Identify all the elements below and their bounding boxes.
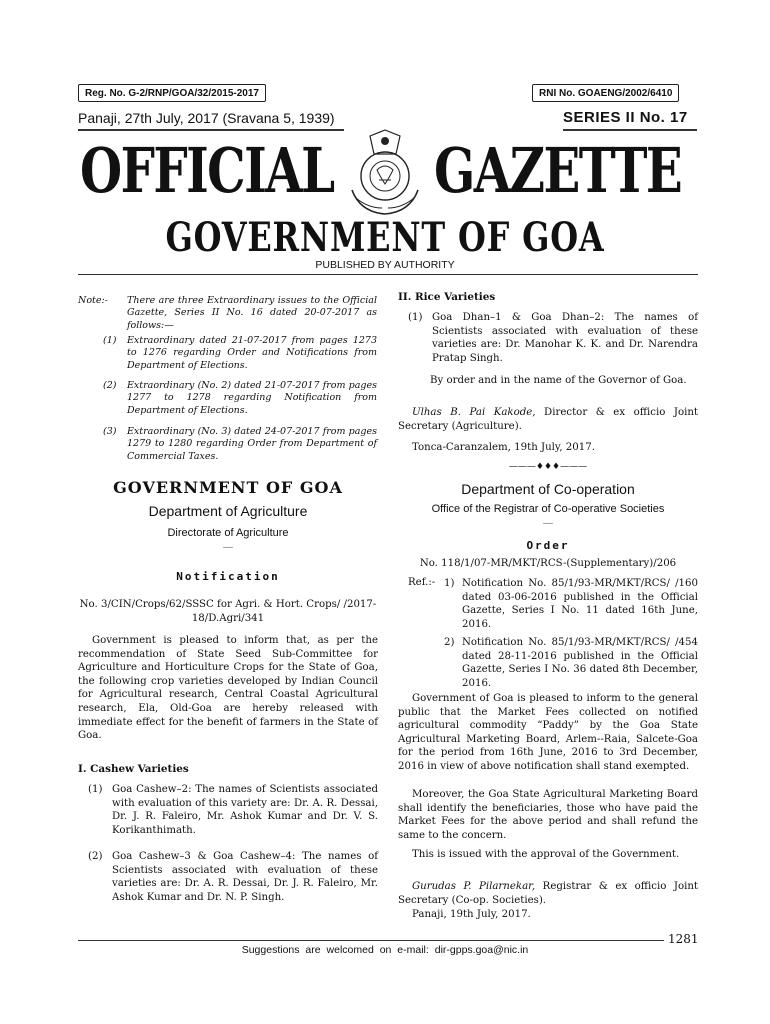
notification-heading: Notification: [176, 570, 280, 583]
rice-item: [408, 311, 698, 365]
signatory-agriculture: [398, 406, 698, 433]
cashew-item: [88, 783, 378, 837]
place-date-cooperation: Panaji, 19th July, 2017.: [412, 909, 531, 920]
series-number: SERIES II No. 17: [563, 109, 688, 126]
registration-number: Reg. No. G-2/RNP/GOA/32/2015-2017: [78, 84, 266, 102]
cashew-item: [88, 850, 378, 904]
footer-rule: [78, 940, 664, 941]
order-paragraph-exemption: Government of Goa is pleased to inform to the general public that the Market Fees collected on notified agricultural commodity “Paddy” by the Goa State Agricultural Marketing Board, Arlem--Raia, Salcete-Goa for the period from 16th June, 2016 to 3rd December, 2016 in view of above notification shall stand exempted.: [398, 693, 698, 772]
signatory-cooperation-name: Gurudas P. Pilarnekar,: [412, 881, 536, 892]
cashew-item-text: Goa Cashew–3 & Goa Cashew–4: The names of Scientists associated with evaluation of these varieties are: Dr. A. R. Dessai, Dr. J. R. Faleiro, Mr. Ashok Kumar and Dr. N. P. Singh.: [112, 851, 378, 903]
note-item-number: (1): [103, 335, 117, 346]
reference-item-number: 1): [444, 578, 455, 589]
signatory-agriculture-title: Director & ex officio Joint Secretary (Agriculture).: [398, 407, 698, 432]
order-number: No. 118/1/07-MR/MKT/RCS-(Supplementary)/206: [419, 558, 677, 569]
order-paragraph-refund: Moreover, the Goa State Agricultural Marketing Board shall identify the beneficiaries, those who have paid the Market Fees for the above period and shall refund the same to the concern.: [398, 789, 698, 841]
masthead-title-left: OFFICIAL: [80, 134, 334, 207]
rni-number: RNI No. GOAENG/2002/6410: [532, 84, 679, 102]
reference-item: [444, 577, 698, 631]
rice-section-heading: II. Rice Varieties: [398, 291, 496, 303]
notification-body: Government is pleased to inform that, as per the recommendation of State Seed Sub-Committee for Agriculture and Horticulture Crops for the State of Goa, the following crop varieties developed by Indian Council for Agricultural research, Central Coastal Agricultural research, Ela, Old-Goa are hereby released with immediate effect for the benefit of farmers in the State of Goa.: [78, 635, 378, 742]
masthead-rule: [78, 274, 698, 275]
signatory-agriculture-name: Ulhas B. Pai Kakode,: [412, 407, 536, 418]
suggestions-email-line: Suggestions are welcomed on e-mail: dir-gpps.goa@nic.in: [241, 944, 529, 956]
note-item: [103, 335, 377, 372]
published-by-authority: PUBLISHED BY AUTHORITY: [315, 259, 455, 271]
government-heading: GOVERNMENT OF GOA: [113, 478, 343, 497]
note-intro: There are three Extraordinary issues to the Official Gazette, Series II No. 16 dated 20-07-2017 as follows:—: [127, 295, 377, 331]
note-label: Note:-: [78, 295, 108, 306]
cooperation-department-name: Department of Co-operation: [461, 481, 635, 497]
note-item-text: Extraordinary (No. 3) dated 24-07-2017 from pages 1279 to 1280 regarding Order from Department of Commercial Taxes.: [127, 426, 377, 462]
cashew-item-text: Goa Cashew–2: The names of Scientists associated with evaluation of this variety are: Dr. A. R. Dessai, Dr. J. R. Faleiro, Mr. Ashok Kumar and Dr. V. S. Korikanthimath.: [112, 784, 378, 836]
place-date-agriculture: Tonca-Caranzalem, 19th July, 2017.: [412, 442, 595, 453]
cashew-item-number: (1): [88, 784, 103, 795]
registrar-office-name: Office of the Registrar of Co-operative Societies: [431, 503, 665, 515]
reference-item-text: Notification No. 85/1/93-MR/MKT/RCS/ /454 dated 28-11-2016 published in the Official Gazette, Series I No. 36 dated 8th December, 2016.: [462, 637, 698, 689]
note-item-text: Extraordinary dated 21-07-2017 from pages 1273 to 1276 regarding Order and Notifications from Department of Elections.: [127, 335, 377, 371]
by-order-line: By order and in the name of the Governor of Goa.: [430, 375, 687, 386]
masthead-title-right: GAZETTE: [434, 134, 682, 207]
signatory-cooperation-title: Registrar & ex officio Joint Secretary (Co-op. Societies).: [398, 881, 698, 906]
section-dash: —: [543, 518, 553, 529]
reference-item-text: Notification No. 85/1/93-MR/MKT/RCS/ /160 dated 03-06-2016 published in the Official Gazette, Series I No. 11 dated 16th June, 2016.: [462, 578, 698, 630]
series-underline: [563, 129, 697, 131]
note-item-text: Extraordinary (No. 2) dated 21-07-2017 from pages 1277 to 1278 regarding Notification from Department of Elections.: [127, 380, 377, 416]
cashew-item-number: (2): [88, 851, 103, 862]
rice-item-text: Goa Dhan–1 & Goa Dhan–2: The names of Scientists associated with evaluation of these varieties are: Dr. Manohar K. K. and Dr. Narendra Pratap Singh.: [432, 312, 698, 364]
notification-number: No. 3/CIN/Crops/62/SSSC for Agri. & Hort. Crops/ /2017-18/D.Agri/341: [79, 599, 377, 624]
order-heading: Order: [526, 539, 570, 552]
note-item-number: (2): [103, 380, 117, 391]
cashew-section-heading: I. Cashew Varieties: [78, 763, 189, 775]
state-emblem-seal: [340, 128, 430, 218]
order-paragraph-approval: This is issued with the approval of the Government.: [412, 849, 680, 860]
department-name: Department of Agriculture: [148, 503, 308, 519]
date-underline: [78, 129, 344, 131]
section-dash: —: [223, 542, 233, 553]
reference-item: [444, 636, 698, 690]
note-item: [103, 380, 377, 417]
page-number: 1281: [668, 932, 699, 946]
note-item: [103, 426, 377, 463]
reference-label: Ref.:-: [408, 577, 436, 588]
masthead-subtitle: GOVERNMENT OF GOA: [165, 214, 605, 261]
note-item-number: (3): [103, 426, 117, 437]
reference-item-number: 2): [444, 637, 455, 648]
signatory-cooperation: [398, 880, 698, 907]
directorate-name: Directorate of Agriculture: [167, 527, 289, 539]
section-separator: ———♦♦♦———: [508, 462, 588, 472]
rice-item-number: (1): [408, 312, 423, 323]
issue-date-line: Panaji, 27th July, 2017 (Sravana 5, 1939): [78, 110, 335, 126]
